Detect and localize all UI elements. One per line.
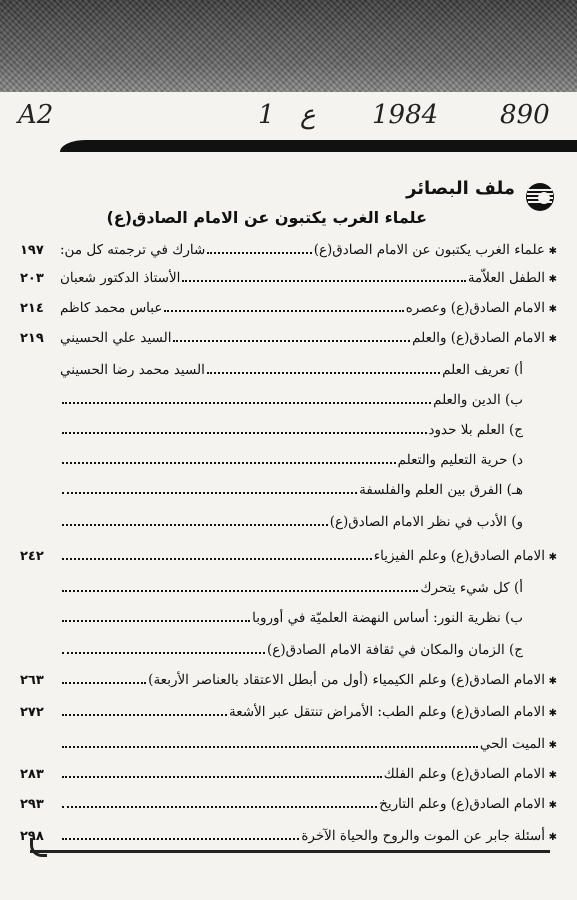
dot-leader (173, 326, 410, 342)
toc-entry-title: الامام الصادق(ع) وعلم الفيزياء (373, 548, 545, 564)
toc-entry-page: ٢٧٢ (20, 705, 44, 720)
basair-logo-icon (525, 182, 555, 212)
toc-entry-title: ج) الزمان والمكان في ثقافة الامام الصادق(ع) (267, 642, 523, 658)
dot-leader (62, 510, 328, 526)
toc-entry-page: ٢٩٣ (20, 797, 44, 812)
dot-leader (164, 296, 403, 312)
toc-entry-title: ب) نظرية النور: أساس النهضة العلميّة في أوروبا (252, 610, 523, 626)
toc-entry-author: شارك في ترجمته كل من: (60, 242, 206, 258)
toc-entry-title: الامام الصادق(ع) وعلم الكيمياء (أول من أبطل الاعتقاد بالعناصر الأربعة) (148, 672, 545, 688)
toc-row (20, 418, 557, 442)
bullet-asterisk-icon: ✱ (548, 740, 557, 751)
toc-row (20, 296, 557, 320)
toc-row (20, 606, 557, 630)
dot-leader (62, 418, 427, 434)
bullet-asterisk-icon: ✱ (548, 800, 557, 811)
toc-entry-title: أسئلة جابر عن الموت والروح والحياة الآخرة (301, 828, 545, 844)
scan-border-top (0, 0, 577, 92)
toc-entry-title: الامام الصادق(ع) وعلم التاريخ (379, 796, 545, 812)
toc-row (20, 238, 557, 262)
toc-entry-page: ٢٤٢ (20, 549, 44, 564)
toc-entry-title: الامام الصادق(ع) وعصره (405, 300, 545, 316)
toc-entry-title: علماء الغرب يكتبون عن الامام الصادق(ع) (313, 242, 545, 258)
dot-leader (62, 638, 265, 654)
toc-entry-title: هـ) الفرق بين العلم والفلسفة (359, 482, 523, 498)
bullet-asterisk-icon: ✱ (548, 676, 557, 687)
toc-row (20, 576, 557, 600)
bullet-asterisk-icon: ✱ (548, 304, 557, 315)
dot-leader (62, 544, 372, 560)
toc-row (20, 510, 557, 534)
bullet-asterisk-icon: ✱ (548, 552, 557, 563)
toc-entry-author: الأستاذ الدكتور شعبان (60, 270, 181, 286)
toc-entry-author: السيد علي الحسيني (60, 330, 172, 346)
handwritten-mark-1: 1 (258, 100, 275, 130)
dot-leader (62, 700, 227, 716)
toc-entry-title: أ) كل شيء يتحرك (420, 580, 523, 596)
toc-entry-page: ٢٩٨ (20, 829, 44, 844)
toc-entry-page: ٢١٤ (20, 301, 44, 316)
toc-entry-title: ب) الدين والعلم (433, 392, 523, 408)
footer-rule (30, 850, 550, 853)
toc-entry-page: ٢٦٣ (20, 673, 44, 688)
bullet-asterisk-icon: ✱ (548, 770, 557, 781)
toc-entry-page: ١٩٧ (20, 243, 44, 258)
dot-leader (207, 358, 440, 374)
toc-entry-page: ٢٨٣ (20, 767, 44, 782)
toc-row (20, 792, 557, 816)
toc-row (20, 478, 557, 502)
toc-entry-title: و) الأدب في نظر الامام الصادق(ع) (329, 514, 523, 530)
toc-row (20, 700, 557, 724)
toc-entry-author: عباس محمد كاظم (60, 300, 163, 316)
dot-leader (62, 576, 418, 592)
toc-row (20, 544, 557, 568)
dot-leader (62, 478, 357, 494)
toc-entry-title: الامام الصادق(ع) وعلم الفلك (383, 766, 545, 782)
dot-leader (207, 238, 311, 254)
toc-row (20, 266, 557, 290)
toc-row (20, 388, 557, 412)
dot-leader (182, 266, 465, 282)
section-subtitle: علماء الغرب يكتبون عن الامام الصادق(ع) (106, 208, 427, 227)
bullet-asterisk-icon: ✱ (548, 832, 557, 843)
toc-row (20, 326, 557, 350)
bullet-asterisk-icon: ✱ (548, 274, 557, 285)
section-title: ملف البصائر (406, 178, 515, 199)
toc-row (20, 448, 557, 472)
handwritten-code: A2 (18, 100, 54, 130)
bullet-asterisk-icon: ✱ (548, 334, 557, 345)
dot-leader (62, 732, 478, 748)
handwritten-year: 1984 (372, 100, 439, 130)
toc-row (20, 732, 557, 756)
bullet-asterisk-icon: ✱ (548, 708, 557, 719)
toc-entry-title: الامام الصادق(ع) والعلم (412, 330, 545, 346)
toc-entry-page: ٢١٩ (20, 331, 44, 346)
header-rule-curve (60, 140, 577, 152)
dot-leader (62, 388, 431, 404)
toc-entry-author: السيد محمد رضا الحسيني (60, 362, 205, 378)
toc-entry-title: الميت الحي (479, 736, 545, 752)
dot-leader (62, 762, 382, 778)
footer-rule-curve (30, 838, 47, 857)
handwritten-mark-2: ع (300, 100, 316, 130)
toc-row (20, 668, 557, 692)
handwritten-number: 890 (500, 100, 550, 130)
bullet-asterisk-icon: ✱ (548, 246, 557, 257)
toc-row (20, 762, 557, 786)
toc-entry-page: ٢٠٣ (20, 271, 44, 286)
dot-leader (62, 668, 146, 684)
toc-entry-title: د) حرية التعليم والتعلم (397, 452, 523, 468)
dot-leader (62, 606, 250, 622)
dot-leader (62, 448, 396, 464)
dot-leader (62, 792, 377, 808)
toc-row (20, 824, 557, 848)
toc-entry-title: الامام الصادق(ع) وعلم الطب: الأمراض تنتقل عبر الأشعة (229, 704, 545, 720)
toc-entry-title: ج) العلم بلا حدود (428, 422, 523, 438)
toc-entry-title: الطفل العلاّمة (467, 270, 545, 286)
dot-leader (62, 824, 299, 840)
toc-row (20, 358, 557, 382)
toc-entry-title: أ) تعريف العلم (442, 362, 523, 378)
toc-row (20, 638, 557, 662)
